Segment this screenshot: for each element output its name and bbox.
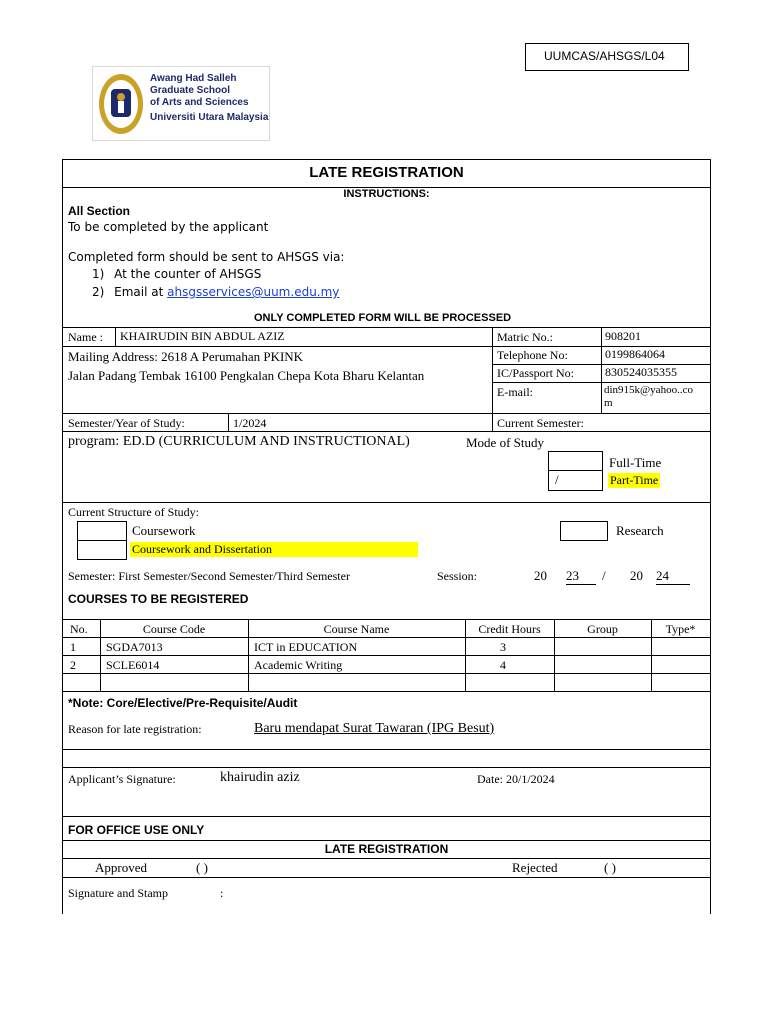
session-prefix-2: 20: [630, 568, 643, 583]
applicant-signature: khairudin aziz: [220, 770, 300, 785]
matric-label: Matric No.:: [497, 330, 553, 344]
mode-of-study-label: Mode of Study: [466, 435, 544, 450]
table-row-2-credit: 4: [500, 658, 506, 672]
table-row-2-name: Academic Writing: [254, 658, 343, 672]
reason-label: Reason for late registration:: [68, 722, 202, 736]
table-row-1-code: SGDA7013: [106, 640, 163, 654]
session-year-2: 24: [656, 568, 690, 585]
table-row-2-code: SCLE6014: [106, 658, 160, 672]
crest-icon: [97, 71, 145, 137]
applicant-name: KHAIRUDIN BIN ABDUL AZIZ: [120, 329, 285, 343]
office-use-heading: FOR OFFICE USE ONLY: [68, 823, 205, 837]
signature-stamp-label: Signature and Stamp: [68, 886, 168, 900]
instructions-heading: INSTRUCTIONS:: [343, 188, 430, 200]
telephone-label: Telephone No:: [497, 348, 568, 362]
signature-stamp-colon: :: [220, 886, 224, 900]
form-title: LATE REGISTRATION: [309, 164, 464, 181]
mailing-address-line2: Jalan Padang Tembak 16100 Pengkalan Chepa Kota Bharu Kelantan: [68, 368, 425, 383]
part-time-checkbox[interactable]: [548, 470, 603, 491]
table-row-1-credit: 3: [500, 640, 506, 654]
col-header-type: Type*: [665, 622, 696, 636]
instruction-item1: At the counter of AHSGS: [114, 267, 262, 281]
email-link[interactable]: ahsgsservices@uum.edu.my: [167, 285, 340, 299]
session-year-1: 23: [566, 568, 596, 585]
logo-line4: Universiti Utara Malaysia: [150, 112, 269, 123]
col-header-course-code: Course Code: [142, 622, 206, 636]
instruction-item2-prefix: Email at: [114, 285, 164, 299]
logo-line2: Graduate School: [150, 85, 231, 96]
coursework-label: Coursework: [132, 523, 196, 538]
research-label: Research: [616, 523, 664, 538]
table-row-1-no: 1: [70, 640, 76, 654]
instruction-item2-number: 2): [92, 285, 105, 299]
form-code: UUMCAS/AHSGS/L04: [544, 49, 665, 63]
session-label: Session:: [437, 569, 478, 583]
full-time-label: Full-Time: [609, 455, 662, 470]
coursework-dissertation-checkbox[interactable]: [77, 540, 127, 560]
semester-options: Semester: First Semester/Second Semester/Third Semester: [68, 569, 350, 583]
program-name: program: ED.D (CURRICULUM AND INSTRUCTIONAL): [68, 434, 410, 449]
rejected-label: Rejected: [512, 860, 558, 875]
office-late-registration-heading: LATE REGISTRATION: [324, 842, 449, 856]
reason-value: Baru mendapat Surat Tawaran (IPG Besut): [254, 721, 495, 736]
col-header-no: No.: [70, 622, 88, 636]
all-section-label: All Section: [68, 204, 131, 218]
completed-form-note: ONLY COMPLETED FORM WILL BE PROCESSED: [254, 312, 512, 324]
part-time-label: Part-Time: [610, 473, 659, 487]
semester-year-value: 1/2024: [233, 416, 267, 430]
table-row-2-no: 2: [70, 658, 76, 672]
ic-passport-label: IC/Passport No:: [497, 366, 575, 380]
telephone-number: 0199864064: [605, 347, 665, 361]
ic-passport-number: 830524035355: [605, 365, 677, 379]
applicant-email: din915k@yahoo..co: [604, 384, 693, 396]
semester-year-label: Semester/Year of Study:: [68, 416, 185, 430]
full-time-checkbox[interactable]: [548, 451, 603, 471]
application-date: Date: 20/1/2024: [477, 772, 555, 786]
col-header-group: Group: [587, 622, 618, 636]
applicant-email-wrap: m: [604, 397, 613, 409]
instruction-item1-number: 1): [92, 267, 105, 281]
coursework-checkbox[interactable]: [77, 521, 127, 541]
part-time-mark: /: [555, 472, 559, 487]
mailing-address-line1: Mailing Address: 2618 A Perumahan PKINK: [68, 349, 304, 364]
university-logo: [92, 66, 270, 141]
col-header-credit-hours: Credit Hours: [478, 622, 541, 636]
approved-checkbox[interactable]: ( ): [196, 860, 208, 875]
instruction-line2: Completed form should be sent to AHSGS via:: [68, 250, 345, 264]
courses-heading: COURSES TO BE REGISTERED: [68, 592, 249, 606]
email-label: E-mail:: [497, 385, 533, 399]
matric-number: 908201: [605, 329, 641, 343]
col-header-course-name: Course Name: [323, 622, 390, 636]
structure-label: Current Structure of Study:: [68, 505, 199, 519]
logo-line1: Awang Had Salleh: [150, 73, 237, 84]
research-checkbox[interactable]: [560, 521, 608, 541]
applicant-signature-label: Applicant’s Signature:: [68, 772, 176, 786]
coursework-dissertation-label: Coursework and Dissertation: [130, 542, 418, 557]
session-slash: /: [602, 568, 606, 583]
approved-label: Approved: [95, 860, 147, 875]
table-row-1-name: ICT in EDUCATION: [254, 640, 358, 654]
name-label: Name :: [68, 330, 103, 344]
instruction-line1: To be completed by the applicant: [68, 220, 269, 234]
form-code-box: [525, 43, 689, 71]
rejected-checkbox[interactable]: ( ): [604, 860, 616, 875]
session-prefix-1: 20: [534, 568, 547, 583]
current-semester-label: Current Semester:: [497, 416, 584, 430]
logo-line3: of Arts and Sciences: [150, 97, 249, 108]
type-note: *Note: Core/Elective/Pre-Requisite/Audit: [68, 696, 298, 710]
